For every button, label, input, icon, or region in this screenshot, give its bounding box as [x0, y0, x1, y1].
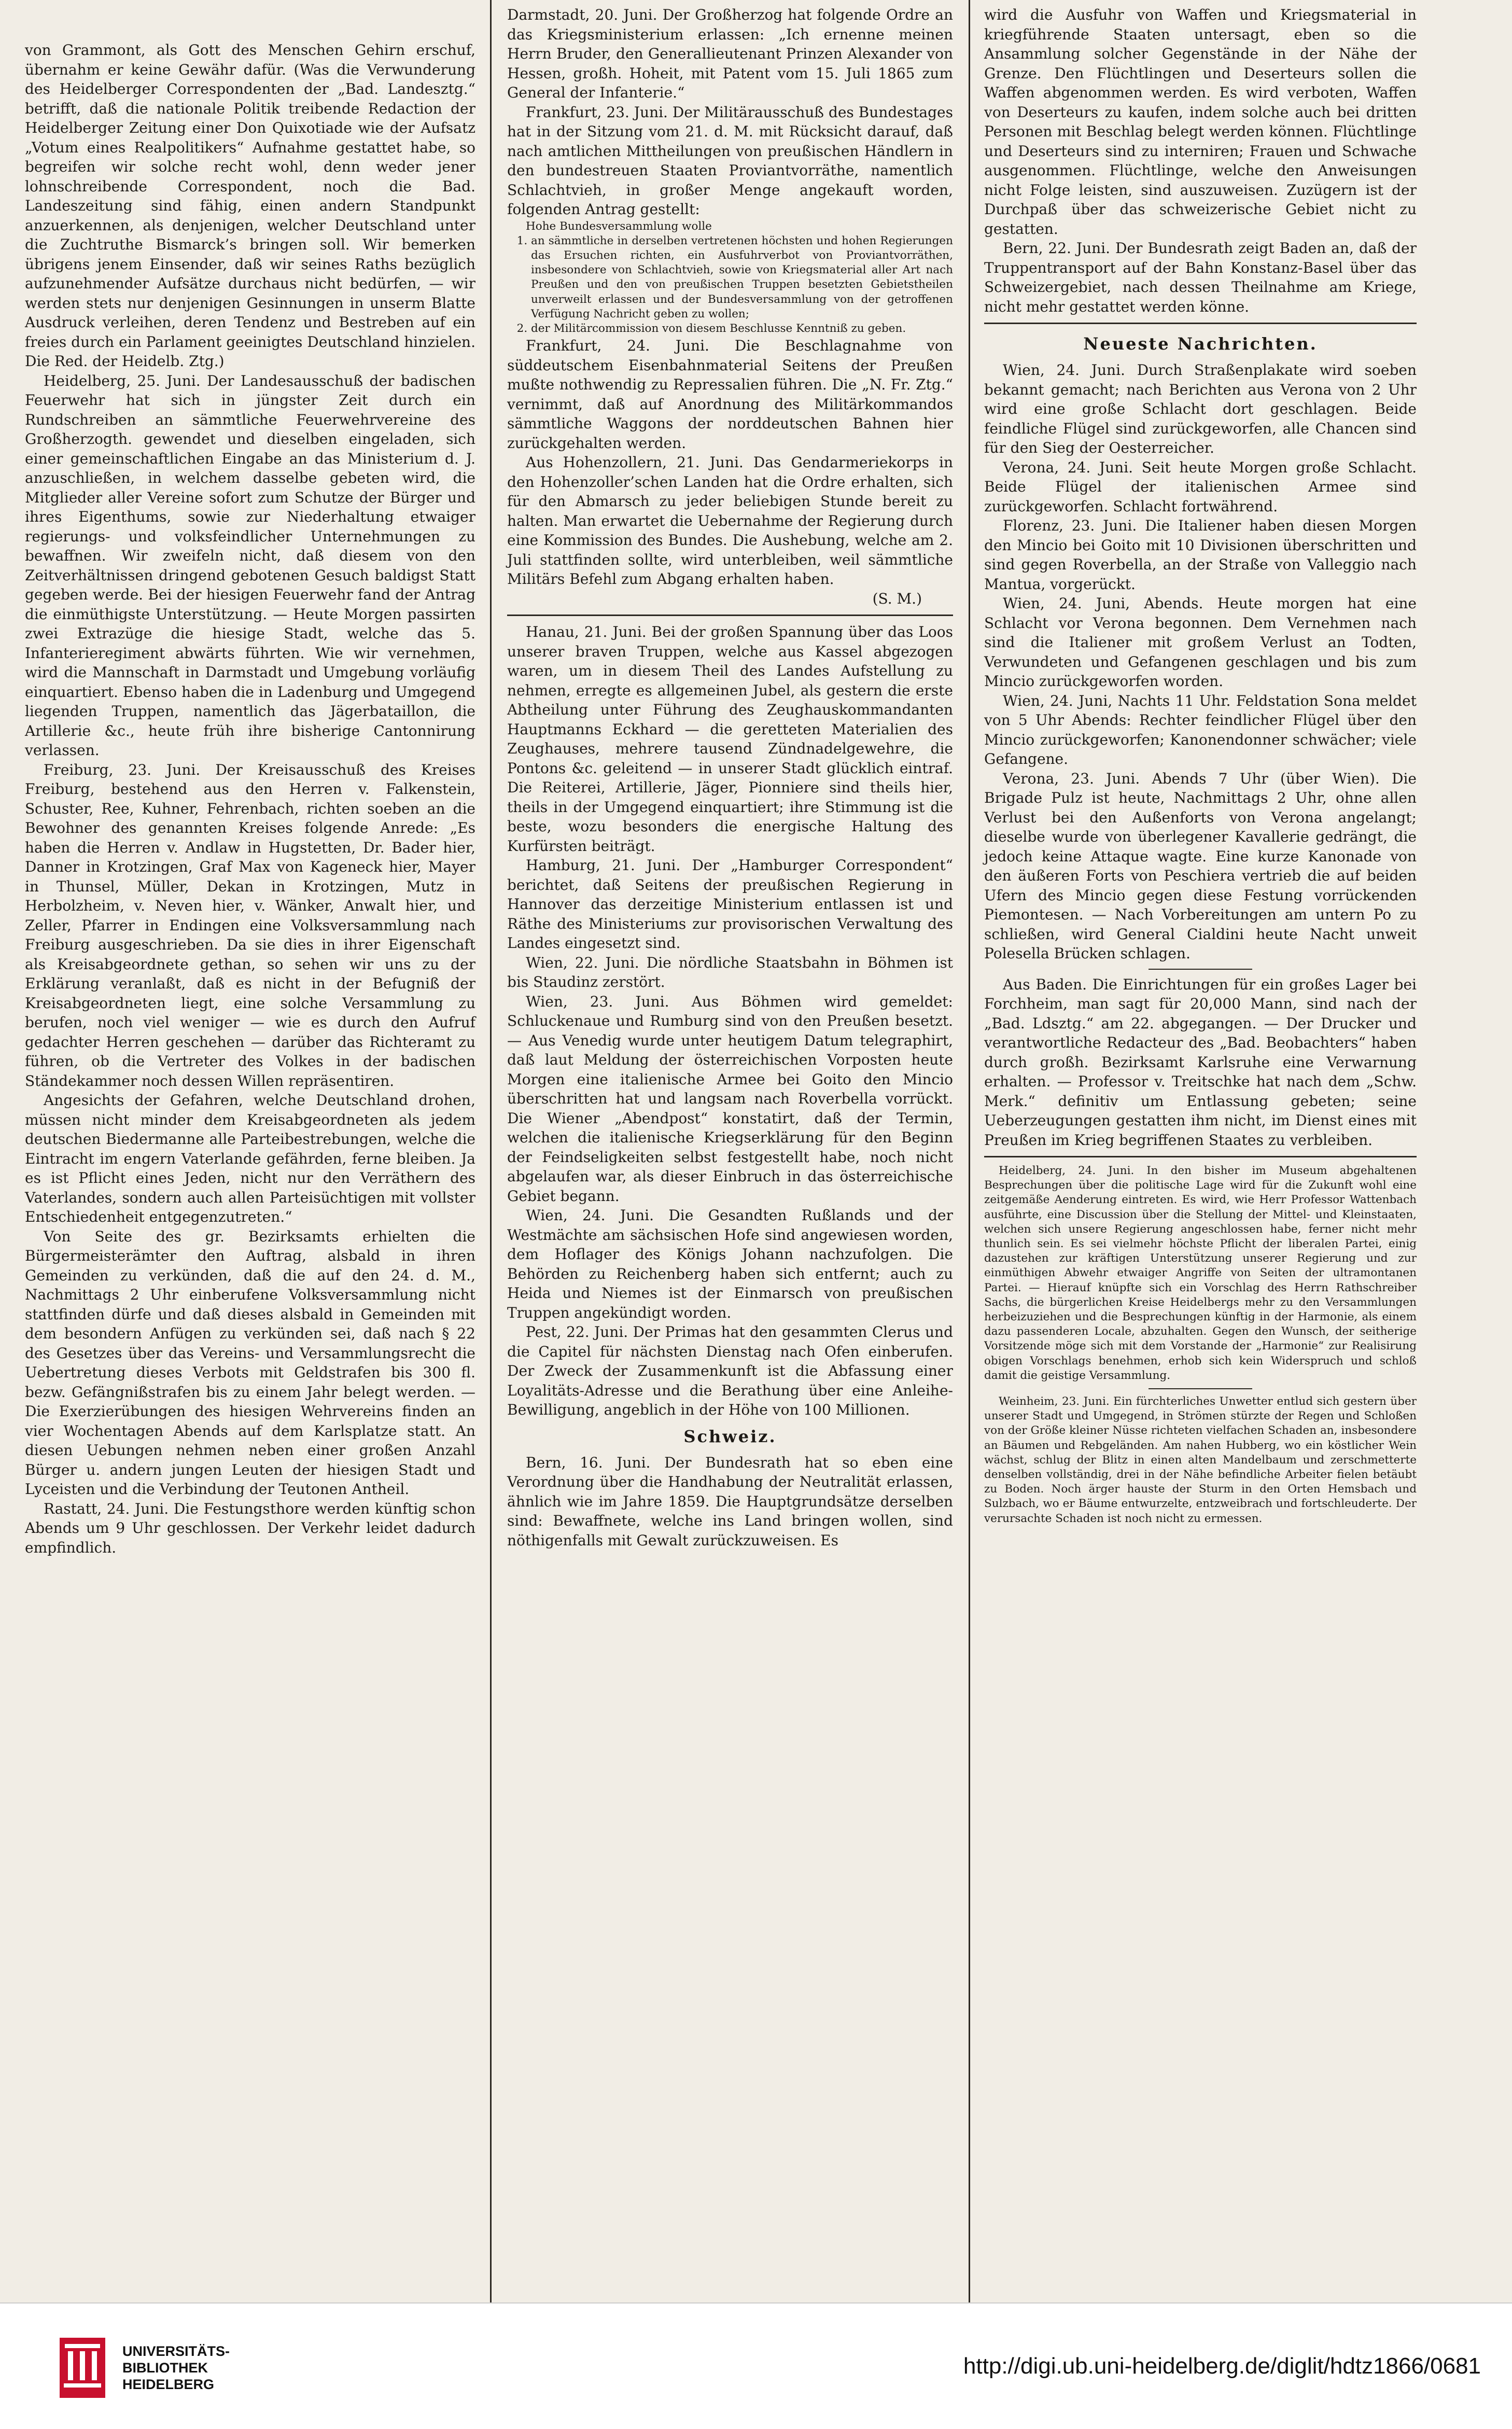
library-name-line: UNIVERSITÄTS-: [122, 2343, 230, 2359]
article-bern-16: Bern, 16. Juni. Der Bundesrath hat so eben eine Verordnung über die Handhabung der Neutralität erlassen, ähnlich wie im Jahre 1859. Die Hauptgrundsätze derselben sind: Bewaffnete, welche ins Land bringen wollen, sind nöthigenfalls mit Gewalt zurückzuweisen. Es: [507, 1454, 953, 1549]
article-wien-22: Wien, 22. Juni. Die nördliche Staatsbahn in Böhmen ist bis Staudinz zerstört.: [507, 954, 953, 991]
motion-item: 2. der Militärcommission von diesem Beschlusse Kenntniß zu geben.: [531, 322, 953, 336]
article-verona-24: Verona, 24. Juni. Seit heute Morgen große Schlacht. Beide Flügel der italienischen Armee sind zurückgeworfen. Schlacht fortwährend.: [984, 458, 1417, 515]
article-verona-23: Verona, 23. Juni. Abends 7 Uhr (über Wien). Die Brigade Pulz ist heute, Nachmittags 2 Uhr, ohne allen Verlust bei den Außenforts von Verona angelangt; dieselbe wurde von überlegener Kavallerie gedrängt, die jedoch keine Attaque wagte. Eine kurze Kanonade von den äußeren Forts von Peschiera vertrieb die auf beiden Ufern des Mincio gegen diese Festung vorrückenden Piemontesen. — Nach Vorbereitungen am untern Po zu schließen, wird General Cialdini heute Nacht unweit Polesella Brücken schlagen.: [984, 770, 1417, 962]
source-url-link[interactable]: http://digi.ub.uni-heidelberg.de/diglit/hdtz1866/0681: [963, 2353, 1481, 2379]
article-wien-23: Wien, 23. Juni. Aus Böhmen wird gemeldet: Schluckenaue und Rumburg sind von den Preußen besetzt. — Aus Venedig wurde unter heutigem Datum telegraphirt, daß laut Meldung der österreichischen Vorposten heute Morgen eine italienische Armee bei Goito den Mincio überschritten hat und langsam nach Roverbella vorrückt. Die Wiener „Abendpost“ konstatirt, daß der Termin, welchen die italienische Kriegserklärung für den Beginn der Feindseligkeiten selbst festgestellt habe, noch nicht abgelaufen war, als dieser Einbruch in das österreichische Gebiet begann.: [507, 993, 953, 1205]
article-wien-24: Wien, 24. Juni. Die Gesandten Rußlands und der Westmächte am sächsischen Hofe sind angewiesen worden, dem Hoflager des Königs Johann nachzufolgen. Die Behörden zu Reichenberg haben sich entfernt; auch zu Heida und Niemes ist der Einmarsch von preußischen Truppen angekündigt worden.: [507, 1207, 953, 1321]
column-divider: [490, 0, 492, 2302]
library-name: [122, 2343, 230, 2393]
article-wien-24-nachts: Wien, 24. Juni, Nachts 11 Uhr. Feldstation Sona meldet von 5 Uhr Abends: Rechter feindlicher Flügel über den Mincio zurückgeworfen; Kanonendonner schwächer; viele Gefangene.: [984, 692, 1417, 767]
motion-intro: Hohe Bundesversammlung wolle: [526, 219, 712, 233]
article-bezirksamt: Von Seite des gr. Bezirksamts erhielten die Bürgermeisterämter den Auftrag, alsbald in ihren Gemeinden zu verkünden, daß die auf den 24. d. M., Nachmittags 2 Uhr einberufene Volksversammlung nicht stattfinden dürfe und daß dieses alsbald in Gemeinden mit dem besondern Anfügen zu verkünden sei, daß nach § 22 des Gesetzes über das Vereins- und Versammlungsrecht die Uebertretung dieses Verbots mit Geldstrafen bis 300 fl. bezw. Gefängnißstrafen bis zu einem Jahr belegt werden. — Die Exerzierübungen des hiesigen Wehrvereins finden an vier Wochentagen Abends auf dem Karlsplatze statt. An diesen Uebungen nehmen neben einer großen Anzahl Bürger u. andern jungen Leuten der hiesigen Stadt und Lyceisten und die Verbindung der Teutonen Antheil.: [25, 1227, 475, 1498]
library-name-line: BIBLIOTHEK: [122, 2360, 208, 2376]
article-aus-baden: Aus Baden. Die Einrichtungen für ein großes Lager bei Forchheim, man sagt für 20,000 Mann, sind nach der „Bad. Ldsztg.“ am 22. abgegangen. — Der Drucker und verantwortliche Redacteur des „Bad. Beobachters“ haben durch großh. Bezirksamt Karlsruhe eine Verwarnung erhalten. — Professor v. Treitschke hat nach dem „Schw. Merk.“ definitiv um Entlassung gebeten; seine Ueberzeugungen gestatten ihm nicht, im Dienst eines mit Preußen im Krieg begriffenen Staates zu verbleiben.: [984, 975, 1417, 1149]
digitization-footer: [0, 2302, 1512, 2429]
article-editorial-note: von Grammont, als Gott des Menschen Gehirn erschuf, übernahm er keine Gewähr dafür. (Was die Verwunderung des Heidelberger Correspondenten der „Bad. Landesztg.“ betrifft, daß die nationale Politik treibende Redaction der Heidelberger Zeitung einer Don Quixotiade wie der Aufsatz „Votum eines Realpolitikers“ Aufnahme gestattet habe, so begreifen wir solche recht wohl, denn weder jener lohnschreibende Correspondent, noch die Bad. Landeszeitung sind fähig, einen andern Standpunkt anzuerkennen, als denjenigen, welcher Deutschland unter die Zuchtruthe Bismarck’s bringen soll. Wir bemerken übrigens jenem Einsender, daß wir seines Raths bezüglich aufzunehmender Aufsätze durchaus nicht bedürfen, — wir werden stets nur denjenigen Gesinnungen in unserm Blatte Ausdruck verleihen, deren Tendenz und Bestreben auf ein freies durch ein Parlament geeinigtes Deutschland hinzielen. Die Red. der Heidelb. Ztg.): [25, 41, 475, 370]
article-hohenzollern: Aus Hohenzollern, 21. Juni. Das Gendarmeriekorps in den Hohenzoller’schen Landen hat die Ordre erhalten, sich für den Abmarsch zu jeder beliebigen Stunde bereit zu halten. Man erwartet die Uebernahme der Regierung durch eine Kommission des Bundes. Die Aushebung, welche am 2. Juli stattfinden sollte, wird unterbleiben, weil sämmtliche Militärs Befehl zum Abgang erhalten haben.: [507, 454, 953, 588]
article-rastatt: Rastatt, 24. Juni. Die Festungsthore werden künftig schon Abends um 9 Uhr geschlossen. Der Verkehr leidet dadurch empfindlich.: [25, 1500, 475, 1556]
article-wien-24-abends: Wien, 24. Juni, Abends. Heute morgen hat eine Schlacht vor Verona begonnen. Dem Vernehmen nach sind die Italiener mit großem Verlust an Todten, Verwundeten und Gefangenen geschlagen und bis zum Mincio zurückgeworfen worden.: [984, 595, 1417, 690]
article-hamburg: Hamburg, 21. Juni. Der „Hamburger Correspondent“ berichtet, daß Seitens der preußischen Regierung in Hannover das derzeitige Ministerium entlassen ist und Räthe des Ministeriums zur provisorischen Verwaltung des Landes eingesetzt sind.: [507, 857, 953, 952]
short-rule: [1149, 1388, 1252, 1389]
article-pest: Pest, 22. Juni. Der Primas hat den gesammten Clerus und die Capitel für nächsten Dienstag nach Ofen einberufen. Der Zweck der Zusammenkunft ist die Abfassung einer Loyalitäts-Adresse und die Berathung über eine Anleihe-Bewilligung, angeblich in der Höhe von 100 Millionen.: [507, 1323, 953, 1419]
article-weinheim: Weinheim, 23. Juni. Ein fürchterliches Unwetter entlud sich gestern über unserer Stadt und Umgegend, in Strömen stürzte der Regen und Schloßen von der Größe kleiner Nüsse richteten vielfachen Schaden an, insbesondere an Bäumen und Rebgeländen. Am nahen Hubberg, wo ein köstlicher Wein wächst, schlug der Blitz in einen alten Mandelbaum und zerschmetterte denselben vollständig, drei in der Nähe befindliche Arbeiter fielen betäubt zu Boden. Noch ärger hauste der Sturm in den Orten Hemsbach und Sulzbach, wo er Bäume entwurzelte, entzweibrach und fortschleuderte. Der verursachte Schaden ist noch nicht zu ermessen.: [984, 1395, 1417, 1525]
article-heidelberg-feuerwehr: Heidelberg, 25. Juni. Der Landesausschuß der badischen Feuerwehr hat sich in jüngster Zeit durch ein Rundschreiben an sämmtliche Feuerwehrvereine des Großherzogth. gewendet und dieselben eingeladen, sich einer gemeinschaftlichen Eingabe an das Ministerium d. J. anzuschließen, in welchem dasselbe gebeten wird, die Mitglieder aller Vereine sofort zum Schutze der Bürger und ihres Eigenthums, sowie zur Niederhaltung etwaiger regierungs- und volksfeindlicher Unternehmungen zu bewaffnen. Wir zweifeln nicht, daß diesem von den Zeitverhältnissen dringend gebotenen Gesuch baldigst Statt gegeben werde. Bei der hiesigen Feuerwehr fand der Antrag die einmüthigste Unterstützung. — Heute Morgen passirten zwei Extrazüge die hiesige Stadt, welche das 5. Infanterieregiment abwärts führten. Wie wir vernehmen, wird die Mannschaft in Darmstadt und Umgebung vorläufig einquartiert. Ebenso haben die in Ladenburg und Umgegend liegenden Truppen, namentlich das Jägerbataillon, die Artillerie &c., heute früh ihre bisherige Cantonnirung verlassen.: [25, 372, 475, 759]
article-freiburg-continued: Angesichts der Gefahren, welche Deutschland drohen, müssen nicht minder dem Kreisabgeordneten als jedem deutschen Biedermanne alle Parteibestrebungen, welche die Eintracht im engern Vaterlande gefährden, ferne bleiben. Ja es ist Pflicht eines Jeden, nicht nur den Verräthern des Vaterlandes, sondern auch allen Parteisüchtigen mit vollster Entschiedenheit entgegenzutreten.“: [25, 1092, 475, 1225]
column-right: [975, 0, 1426, 2302]
library-name-line: HEIDELBERG: [122, 2377, 215, 2392]
article-bern-22: Bern, 22. Juni. Der Bundesrath zeigt Baden an, daß der Truppentransport auf der Bahn Konstanz-Basel über das Schweizergebiet, nach dessen Theilnahme am Kriege, nicht mehr gestattet werden könne.: [984, 240, 1417, 315]
article-frankfurt-23: Frankfurt, 23. Juni. Der Militärausschuß des Bundestages hat in der Sitzung vom 21. d. M. mit Rücksicht darauf, daß nach amtlichen Mittheilungen von preußischen Händlern in den bundestreuen Staaten Proviantvorräthe, namentlich Schlachtvieh, in großer Menge angekauft worden, folgenden Antrag gestellt:: [507, 103, 953, 218]
motion-list: [523, 234, 953, 336]
section-rule: [507, 615, 953, 616]
article-heidelberg-museum: Heidelberg, 24. Juni. In den bisher im Museum abgehaltenen Besprechungen über die politische Lage wird für die Zukunft wohl eine zeitgemäße Aenderung eintreten. Es wird, wie Herr Professor Wattenbach ausführte, eine Discussion über die Stellung der Mittel- und Kleinstaaten, welchen sich unsere Regierung angeschlossen habe, ferner nicht mehr thunlich sein. Es sei vielmehr höchste Pflicht der liberalen Partei, einig dazustehen zur kräftigen Unterstützung unserer Regierung und zur einmüthigen Abwehr etwaiger Angriffe von Seiten der ultramontanen Partei. — Hierauf knüpfte sich ein Vorschlag des Herrn Rathschreiber Sachs, die bürgerlichen Kreise Heidelbergs mehr zu den Versammlungen herbeizuziehen und die Besprechungen künftig in der Harmonie, als einem dazu passenderen Locale, abzuhalten. Gegen den Wunsch, der seitherige Vorsitzende möge sich mit dem Vorstande der „Harmonie“ zur Realisirung obigen Vorschlags benehmen, erhob sich kein Widerspruch und schloß damit die geistige Versammlung.: [984, 1164, 1417, 1382]
article-frankfurt-24: Frankfurt, 24. Juni. Die Beschlagnahme von süddeutschem Eisenbahnmaterial Seitens der Preußen mußte nothwendig zu Repressalien führen. Die „N. Fr. Ztg.“ vernimmt, daß auf Anordnung des Militärkommandos sämmtliche Waggons der norddeutschen Bahnen hier zurückgehalten werden.: [507, 337, 953, 452]
article-hanau: Hanau, 21. Juni. Bei der großen Spannung über das Loos unserer braven Truppen, welche aus Kassel abgezogen waren, um in diesem Theil des Landes Aufstellung zu nehmen, erregte es allgemeinen Jubel, als gestern die erste Abtheilung unter Führung des Zeughauskommandanten Hauptmanns Eckhard — die geretteten Materialien des Zeughauses, mehrere tausend Zündnadelgewehre, die Pontons &c. geleitend — in unserer Stadt glücklich eintraf. Die Reiterei, Artillerie, Jäger, Pionniere sind theils hier, theils in der Umgegend einquartiert; ihre Stimmung ist die beste, wozu besonders die energische Haltung des Kurfürsten beiträgt.: [507, 623, 953, 855]
column-divider: [969, 0, 970, 2302]
column-middle: [498, 0, 962, 2302]
university-library-seal-icon: [60, 2338, 105, 2398]
section-rule: [984, 323, 1417, 324]
section-heading-schweiz: Schweiz.: [683, 1426, 777, 1446]
section-rule: [984, 1156, 1417, 1157]
article-freiburg: Freiburg, 23. Juni. Der Kreisausschuß des Kreises Freiburg, bestehend aus den Herren v. Falkenstein, Schuster, Ree, Kuhner, Fehrenbach, richten soeben an die Bewohner des genannten Kreises folgende Anrede: „Es haben die Herren v. Andlaw in Hugstetten, Dr. Bader hier, Danner in Krotzingen, Graf Max von Kageneck hier, Mayer in Thunsel, Müller, Dekan in Krotzingen, Mutz in Herbolzheim, v. Neven hier, v. Wänker, Anwalt hier, und Zeller, Pfarrer in Endingen eine Volksversammlung nach Freiburg ausgeschrieben. Da sie dies in ihrer Eigenschaft als Kreisabgeordnete gethan, so sehen wir uns zu der Erklärung veranlaßt, daß es nicht in der Befugniß der Kreisabgeordneten liegt, eine solche Versammlung zu berufen, noch viel weniger — wie es durch den Aufruf gedachter Herren geschehen — darüber das Richteramt zu führen, ob die Vertreter des Volkes in der badischen Ständekammer noch dessen Willen repräsentiren.: [25, 761, 475, 1090]
column-left: [16, 0, 485, 2302]
article-signature: (S. M.): [872, 590, 922, 607]
article-florenz: Florenz, 23. Juni. Die Italiener haben diesen Morgen den Mincio bei Goito mit 10 Divisionen überschritten und sind gegen Roverbella, an der Straße von Valleggio nach Mantua, vorgerückt.: [984, 517, 1417, 593]
section-heading-neueste-nachrichten: Neueste Nachrichten.: [1083, 334, 1318, 354]
article-darmstadt: Darmstadt, 20. Juni. Der Großherzog hat folgende Ordre an das Kriegsministerium erlassen: „Ich ernenne meinen Herrn Bruder, den Generallieutenant Prinzen Alexander von Hessen, großh. Hoheit, mit Patent vom 15. Juli 1865 zum General der Infanterie.“: [507, 6, 953, 101]
short-rule: [1149, 969, 1252, 970]
motion-item: 1. an sämmtliche in derselben vertretenen höchsten und hohen Regierungen das Ersuchen richten, ein Ausfuhrverbot von Proviantvorräthen, insbesondere von Schlachtvieh, sowie von Kriegsmaterial aller Art nach Preußen und den von preußischen Truppen besetzten Gebietstheilen unverweilt erlassen und der Bundesversammlung von der getroffenen Verfügung Nachricht geben zu wollen;: [531, 234, 953, 322]
article-wien-24-plakate: Wien, 24. Juni. Durch Straßenplakate wird soeben bekannt gemacht; nach Berichten aus Verona von 2 Uhr wird eine große Schlacht dort geschlagen. Beide feindliche Flügel sind zurückgeworfen, alle Chancen sind für den Sieg der Oesterreicher.: [984, 361, 1417, 456]
article-bern-continued: wird die Ausfuhr von Waffen und Kriegsmaterial in kriegführende Staaten untersagt, eben so die Ansammlung solcher Gegenstände in der Nähe der Grenze. Den Flüchtlingen und Deserteurs sollen die Waffen abgenommen werden. Es wird verboten, Waffen von Deserteurs zu kaufen, indem solche auch bei dritten Personen mit Beschlag belegt werden können. Flüchtlinge und Deserteurs sind zu interniren; Frauen und Schwache ausgenommen. Flüchtlinge, welche den Anweisungen nicht Folge leisten, sind auszuweisen. Zuzügern ist der Durchpaß über das schweizerische Gebiet nicht zu gestatten.: [984, 6, 1417, 238]
